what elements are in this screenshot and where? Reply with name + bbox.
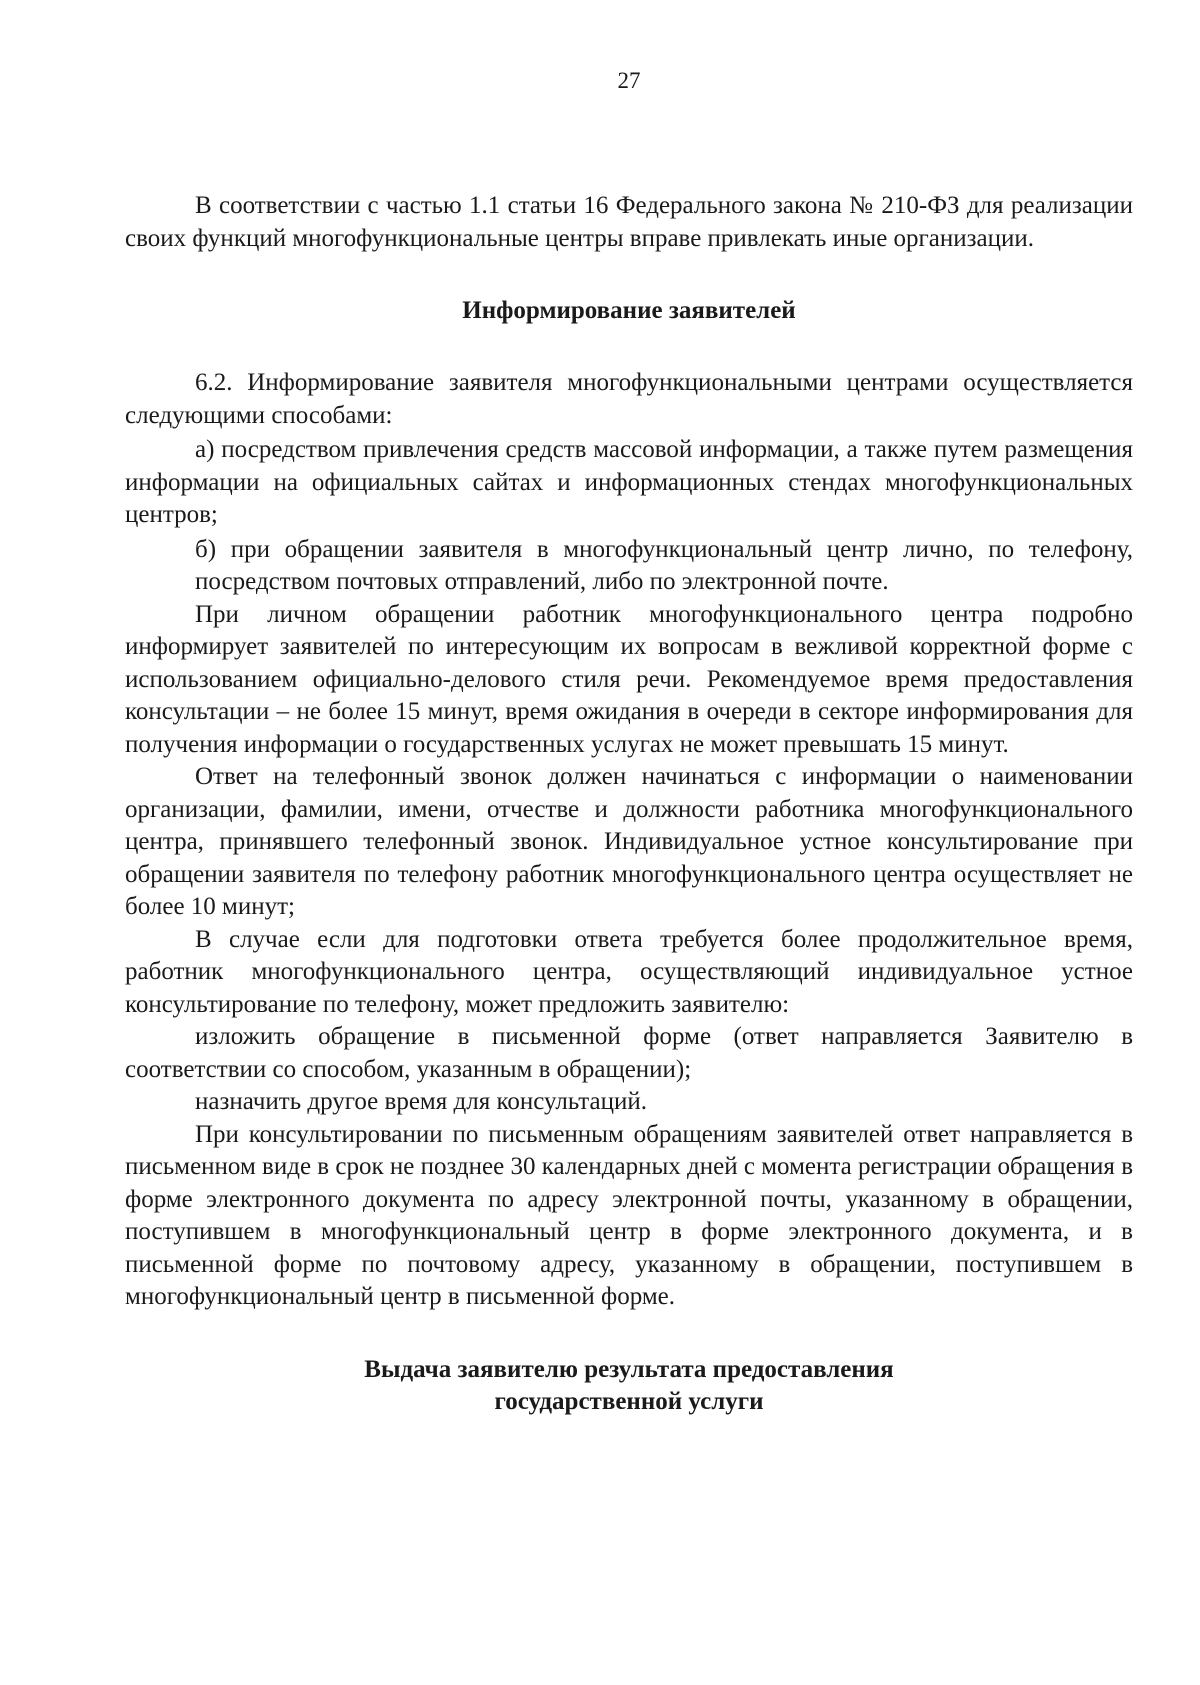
- paragraph-written-form: изложить обращение в письменной форме (ответ направляется Заявителю в соответствии со способом, указанным в обращении);: [125, 1023, 1133, 1083]
- section-heading-result-issuance: [125, 1354, 1133, 1418]
- paragraph-written-requests: При консультировании по письменным обращениям заявителей ответ направляется в письменном виде в срок не позднее 30 календарных дней с момента регистрации обращения в форме электронного документа по адресу электронной почты, указанному в обращении, поступившем в многофункциональный центр в форме электронного документа, и в письменной форме по почтовому адресу, указанному в обращении, поступившем в многофункциональный центр в письменной форме.: [125, 1120, 1133, 1310]
- paragraph-personal-visit: При личном обращении работник многофункционального центра подробно информирует заявителей по интересующим их вопросам в вежливой корректной форме с использованием официально-делового стиля речи. Рекомендуемое время предоставления консультации – не более 15 минут, время ожидания в очереди в секторе информирования для получения информации о государственных услугах не может превышать 15 минут.: [125, 600, 1133, 758]
- paragraph-item-b: б) при обращении заявителя в многофункциональный центр лично, по телефону, посредством почтовых отправлений, либо по электронной почте.: [195, 535, 1133, 595]
- section-heading-informing: Информирование заявителей: [462, 297, 796, 324]
- page-number: 27: [617, 68, 641, 93]
- section-heading-line-2: государственной услуги: [494, 1387, 764, 1415]
- paragraph-item-a: а) посредством привлечения средств массовой информации, а также путем размещения информации на официальных сайтах и информационных стендах многофункциональных центров;: [125, 436, 1133, 528]
- paragraph-phone-call: Ответ на телефонный звонок должен начинаться с информации о наименовании организации, фамилии, имени, отчестве и должности работника многофункционального центра, принявшего телефонный звонок. Индивидуальное устное консультирование при обращении заявителя по телефону работник многофункционального центра осуществляет не более 10 минут;: [125, 763, 1133, 920]
- document-body: [125, 190, 1133, 1418]
- intro-paragraph: В соответствии с частью 1.1 статьи 16 Федерального закона № 210-ФЗ для реализации своих функций многофункциональные центры вправе привлекать иные организации.: [125, 192, 1133, 252]
- paragraph-6-2: 6.2. Информирование заявителя многофункциональными центрами осуществляется следующими способами:: [125, 369, 1133, 429]
- paragraph-other-time: назначить другое время для консультаций.: [195, 1088, 648, 1115]
- paragraph-longer-time: В случае если для подготовки ответа требуется более продолжительное время, работник многофункционального центра, осуществляющий индивидуальное устное консультирование по телефону, может предложить заявителю:: [125, 925, 1133, 1018]
- section-heading-line-1: Выдача заявителю результата предоставления: [364, 1355, 894, 1383]
